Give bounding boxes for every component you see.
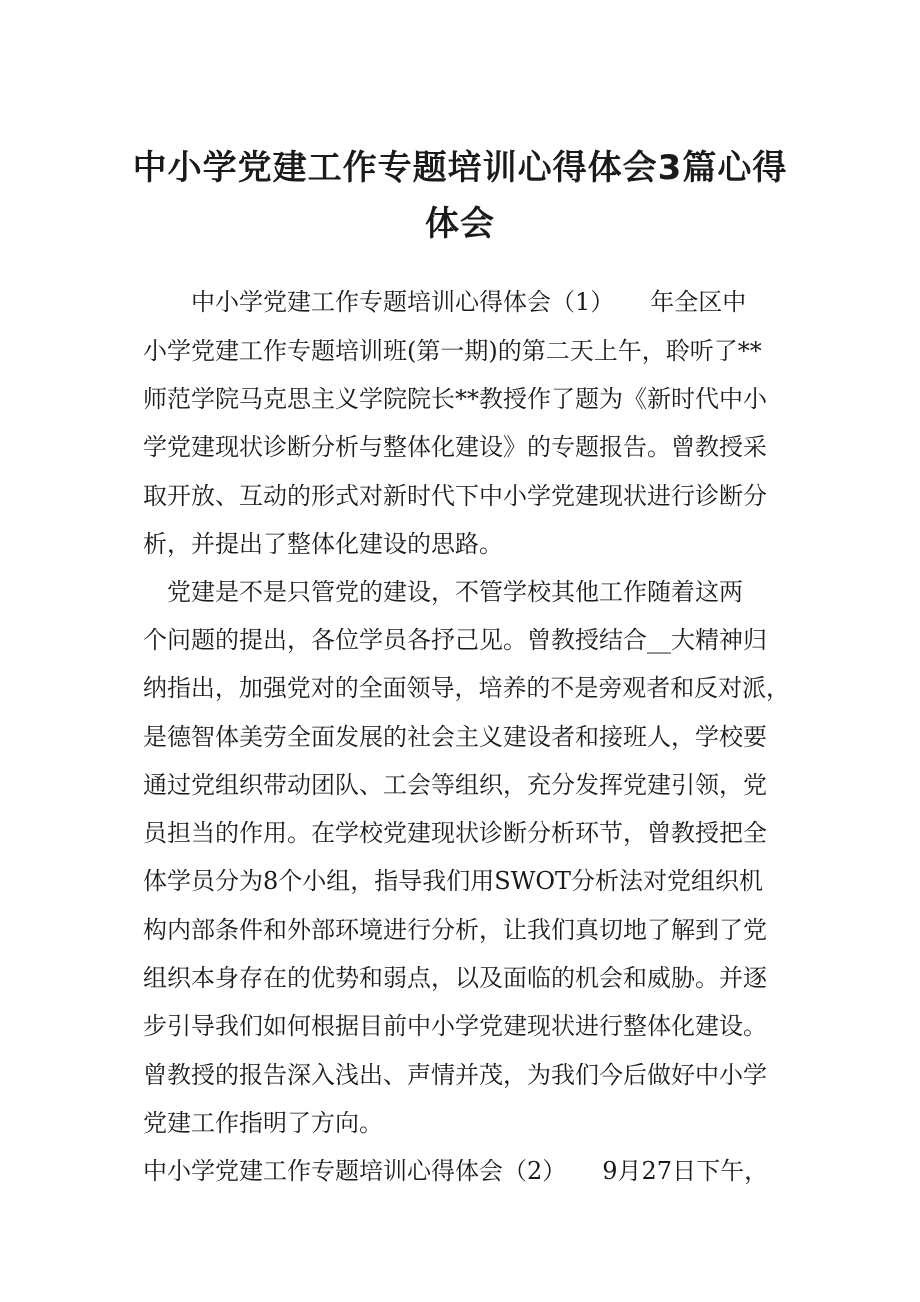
body-text-line: 通过党组织带动团队、工会等组织，充分发挥党建引领，党: [143, 771, 767, 799]
body-text-line: 析，并提出了整体化建设的思路。: [143, 530, 503, 558]
body-text-line: 步引导我们如何根据目前中小学党建现状进行整体化建设。: [143, 1012, 767, 1040]
document-title-line-2: 体会: [425, 204, 495, 244]
body-text-line: 中小学党建工作专题培训心得体会（1） 年全区中: [143, 288, 747, 316]
document-title-line-1: 中小学党建工作专题培训心得体会3篇心得: [132, 148, 788, 188]
body-text-line: 曾教授的报告深入浅出、声情并茂，为我们今后做好中小学: [143, 1061, 767, 1089]
body-text-line: 师范学院马克思主义学院院长**教授作了题为《新时代中小: [143, 385, 767, 413]
body-text-line: 组织本身存在的优势和弱点，以及面临的机会和威胁。并逐: [143, 964, 767, 992]
body-text-line: 纳指出，加强党对的全面领导，培养的不是旁观者和反对派，: [143, 674, 791, 702]
body-text-line: 中小学党建工作专题培训心得体会（2） 9月27日下午，: [143, 1157, 769, 1185]
body-text-line: 员担当的作用。在学校党建现状诊断分析环节，曾教授把全: [143, 819, 767, 847]
body-text-line: 党建工作指明了方向。: [143, 1109, 383, 1137]
body-text-line: 个问题的提出，各位学员各抒己见。曾教授结合__大精神归: [143, 626, 767, 654]
body-text-line: 是德智体美劳全面发展的社会主义建设者和接班人，学校要: [143, 723, 767, 751]
body-text-line: 党建是不是只管党的建设，不管学校其他工作随着这两: [143, 578, 743, 606]
body-text-line: 体学员分为8个小组，指导我们用SWOT分析法对党组织机: [143, 867, 764, 895]
body-text-line: 取开放、互动的形式对新时代下中小学党建现状进行诊断分: [143, 482, 767, 510]
body-text-line: 小学党建工作专题培训班(第一期)的第二天上午，聆听了**: [143, 337, 762, 365]
body-text-line: 学党建现状诊断分析与整体化建设》的专题报告。曾教授采: [143, 433, 767, 461]
body-text-line: 构内部条件和外部环境进行分析，让我们真切地了解到了党: [143, 916, 767, 944]
